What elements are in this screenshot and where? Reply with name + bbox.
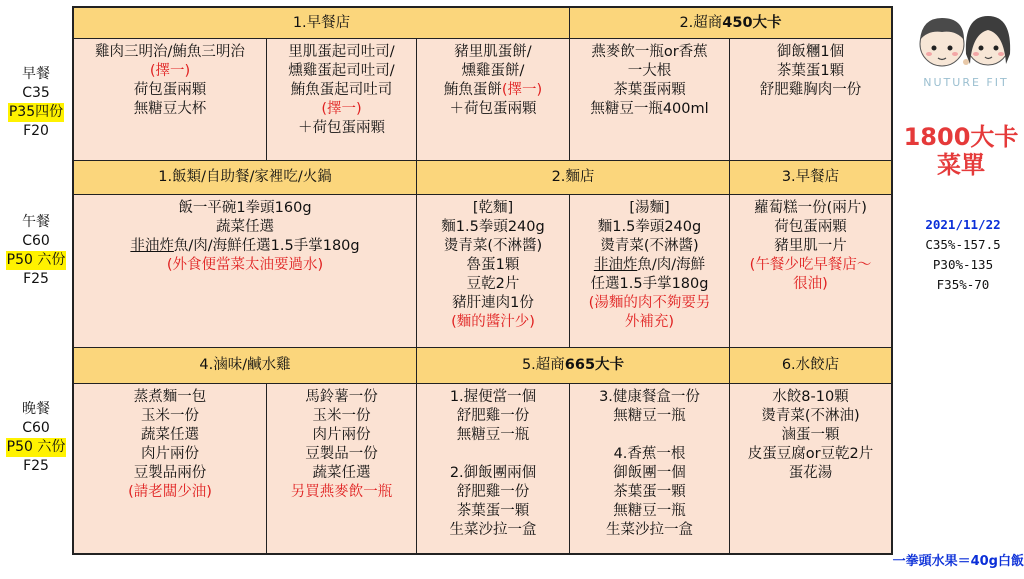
menu-date: 2021/11/22 (925, 217, 1001, 232)
breakfast-option-3: 豬里肌蛋餅/ 燻雞蛋餅/ 鮪魚蛋餅(擇一) ＋荷包蛋兩顆 (417, 39, 570, 161)
lunch-header-3: 3.早餐店 (730, 161, 891, 195)
dinner-header-1: 4.滷味/鹹水雞 (74, 348, 417, 384)
carb-summary: C35%-157.5 (925, 237, 1001, 252)
breakfast-option-1: 雞肉三明治/鮪魚三明治 (擇一) 荷包蛋兩顆 無糖豆大杯 (74, 39, 267, 161)
lunch-option-4: 蘿蔔糕一份(兩片) 荷包蛋兩顆 豬里肌一片 (午餐少吃早餐店～ 很油) (730, 195, 891, 348)
menu-title: 1800大卡 菜單 (903, 123, 1019, 179)
brand-name: NUTURE FIT (923, 76, 1009, 89)
protein-target: P50 六份 (6, 252, 66, 268)
menu-table (72, 6, 893, 555)
breakfast-option-5: 御飯糰1個 茶葉蛋1顆 舒肥雞胸肉一份 (730, 39, 891, 161)
dinner-header-2: 5.超商 665大卡 (417, 348, 730, 384)
dinner-option-4: 3.健康餐盒一份 無糖豆一瓶 4.香蕉一根 御飯團一個 茶葉蛋一顆 無糖豆一瓶 生菜沙拉一盒 (570, 384, 730, 553)
fat-summary: F35%-70 (936, 277, 990, 292)
breakfast-option-2: 里肌蛋起司吐司/ 燻雞蛋起司吐司/ 鮪魚蛋起司吐司 (擇一) ＋荷包蛋兩顆 (267, 39, 417, 161)
meal-name: 午餐 (22, 214, 50, 230)
breakfast-header-1: 1.早餐店 (74, 8, 570, 39)
fruit-note: 一拳頭水果＝40g白飯 (892, 554, 1024, 569)
lunch-header-2: 2.麵店 (417, 161, 730, 195)
dinner-option-1: 蒸煮麵一包 玉米一份 蔬菜任選 肉片兩份 豆製品兩份 (請老闆少油) (74, 384, 267, 553)
protein-summary: P30%-135 (932, 257, 994, 272)
lunch-header-1: 1.飯類/自助餐/家裡吃/火鍋 (74, 161, 417, 195)
fat-target: F20 (23, 123, 49, 139)
dinner-header-3: 6.水餃店 (730, 348, 891, 384)
carb-target: C35 (22, 85, 50, 101)
carb-target: C60 (22, 233, 50, 249)
carb-target: C60 (22, 420, 50, 436)
fat-target: F25 (23, 458, 49, 474)
macro-summary (904, 235, 1022, 295)
meal-name: 晚餐 (22, 401, 50, 417)
dinner-option-2: 馬鈴薯一份 玉米一份 肉片兩份 豆製品一份 蔬菜任選 另買燕麥飲一瓶 (267, 384, 417, 553)
protein-target: P35四份 (8, 104, 64, 120)
lunch-option-3: [湯麵] 麵1.5拳頭240g 燙青菜(不淋醬) 非油炸魚/肉/海鮮 任選1.5手掌180g (湯麵的肉不夠要另 外補充) (570, 195, 730, 348)
dinner-option-5: 水餃8-10顆 燙青菜(不淋油) 滷蛋一顆 皮蛋豆腐or豆乾2片 蛋花湯 (730, 384, 891, 553)
fat-target: F25 (23, 271, 49, 287)
lunch-option-1: 飯一平碗1拳頭160g 蔬菜任選 非油炸魚/肉/海鮮任選1.5手掌180g (外食便當菜太油要過水) (74, 195, 417, 348)
breakfast-header-2: 2.超商 450大卡 (570, 8, 891, 39)
breakfast-label (0, 65, 72, 141)
breakfast-option-4: 燕麥飲一瓶or香蕉 一大根 茶葉蛋兩顆 無糖豆一瓶400ml (570, 39, 730, 161)
lunch-option-2: [乾麵] 麵1.5拳頭240g 燙青菜(不淋醬) 魯蛋1顆 豆乾2片 豬肝連肉1份 (麵的醬汁少) (417, 195, 570, 348)
dinner-option-3: 1.握便當一個 舒肥雞一份 無糖豆一瓶 2.御飯團兩個 舒肥雞一份 茶葉蛋一顆 生菜沙拉一盒 (417, 384, 570, 553)
meal-name: 早餐 (22, 66, 50, 82)
protein-target: P50 六份 (6, 439, 66, 455)
lunch-label (0, 213, 72, 289)
dinner-label (0, 400, 72, 476)
